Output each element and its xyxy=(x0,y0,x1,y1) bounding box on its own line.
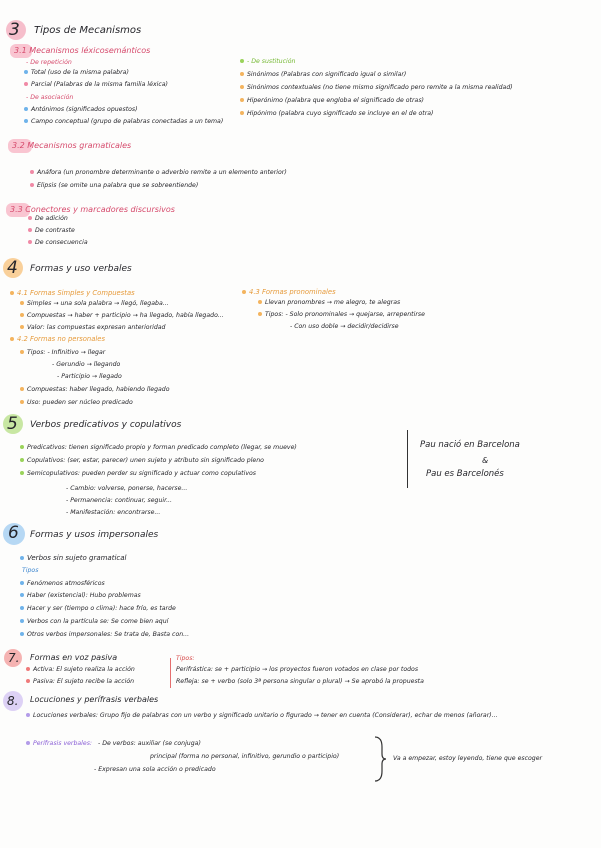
s8-per-1: principal (forma no personal, infinitivo, gerundio o participio) xyxy=(150,753,340,760)
s31-rep-0: Total (uso de la misma palabra) xyxy=(24,69,129,77)
s8-title: Locuciones y perífrasis verbales xyxy=(30,695,159,704)
s41-title: 4.1 Formas Simples y Compuestas xyxy=(10,289,135,297)
s5-sub-0: - Cambio: volverse, ponerse, hacerse... xyxy=(66,485,188,492)
num5: 5 xyxy=(7,414,18,434)
s7-tipos-1: Refleja: se + verbo (solo 3ª persona singular o plural) → Se aprobó la propuesta xyxy=(176,678,424,685)
s8-per-0: - De verbos: auxiliar (se conjuga) xyxy=(98,740,201,747)
s41-item-0: Simples → una sola palabra → llegó, llegaba... xyxy=(20,300,169,308)
s4-title: Formas y uso verbales xyxy=(30,264,132,274)
s42-sub-0: - Gerundio → llegando xyxy=(52,361,121,368)
num7: 7. xyxy=(8,651,20,665)
s8-per-title: Perífrasis verbales: xyxy=(26,740,92,748)
page-title: Tipos de Mecanismos xyxy=(34,25,142,36)
num4: 4 xyxy=(7,258,18,278)
s5-item-0: Predicativos: tienen significado propio y forman predicado completo (llegar, se mueve) xyxy=(20,444,297,452)
s31-sust-3: Hipónimo (palabra cuyo significado se incluye en el de otra) xyxy=(240,110,433,118)
s5-item-1: Copulativos: (ser, estar, parecer) unen sujeto y atributo sin significado pleno xyxy=(20,457,264,465)
s6-title: Formas y usos impersonales xyxy=(30,530,159,540)
s42-title: 4.2 Formas no personales xyxy=(10,335,105,343)
s31-sust-0: Sinónimos (Palabras con significado igual o similar) xyxy=(240,71,406,79)
s43-item-1: Tipos: - Solo pronominales → quejarse, arrepentirse xyxy=(258,311,425,319)
s31-sust-1: Sinónimos contextuales (no tiene mismo significado pero remite a la misma realidad) xyxy=(240,84,513,92)
s6-item-3: Verbos con la partícula se: Se come bien aquí xyxy=(20,618,168,626)
s7-title: Formas en voz pasiva xyxy=(30,653,118,662)
s31-sust-2: Hiperónimo (palabra que engloba el significado de otras) xyxy=(240,97,424,105)
s41-item-2: Valor: las compuestas expresan anterioridad xyxy=(20,324,166,332)
s6-item-0: Fenómenos atmosféricos xyxy=(20,580,105,588)
s5-divider xyxy=(407,430,408,488)
s33-item-1: De contraste xyxy=(28,227,75,235)
s8-per-2: - Expresan una sola acción o predicado xyxy=(94,766,216,773)
s6-lead: Verbos sin sujeto gramatical xyxy=(20,554,127,562)
s8-brace xyxy=(372,735,388,783)
s5-example-1: Pau nació en Barcelona xyxy=(420,440,520,450)
s5-example-amp: & xyxy=(482,456,489,465)
s33-title: 3.3 Conectores y marcadores discursivos xyxy=(10,205,175,214)
s31-sub-sust: - De sustitución xyxy=(240,58,295,66)
s43-title: 4.3 Formas pronominales xyxy=(242,288,336,296)
s42-more-1: Uso: pueden ser núcleo predicado xyxy=(20,399,133,407)
s32-title: 3.2 Mecanismos gramaticales xyxy=(12,141,132,150)
s42-more-0: Compuestas: haber llegado, habiendo llegado xyxy=(20,386,170,394)
s7-divider xyxy=(170,658,171,688)
s31-rep-1: Parcial (Palabras de la misma familia léxica) xyxy=(24,81,168,89)
s7-tipos-0: Perifrástica: se + participio → los proyectos fueron votados en clase por todos xyxy=(176,666,419,673)
s42-sub-1: - Participio → llegado xyxy=(57,373,122,380)
s5-sub-1: - Permanencia: continuar, seguir... xyxy=(66,497,172,504)
s7-item-1: Pasiva: El sujeto recibe la acción xyxy=(26,678,134,686)
s32-item-1: Elipsis (se omite una palabra que se sobreentiende) xyxy=(30,182,198,190)
s31-asoc-0: Antónimos (significados opuestos) xyxy=(24,106,138,114)
s43-item-0: Llevan pronombres → me alegro, te alegras xyxy=(258,299,400,307)
s7-tipos: Tipos: xyxy=(176,655,195,662)
s6-item-1: Haber (existencial): Hubo problemas xyxy=(20,592,141,600)
s5-sub-2: - Manifestación: encontrarse... xyxy=(66,509,161,516)
s43-item-2: - Con uso doble → decidir/decidirse xyxy=(290,323,399,330)
s6-item-2: Hacer y ser (tiempo o clima): hace frío, es tarde xyxy=(20,605,176,613)
s42-tipos: Tipos: - Infinitivo → llegar xyxy=(20,349,105,357)
num8: 8. xyxy=(7,694,19,708)
s33-item-2: De consecuencia xyxy=(28,239,88,247)
s5-title: Verbos predicativos y copulativos xyxy=(30,420,182,430)
s31-asoc-1: Campo conceptual (grupo de palabras conectadas a un tema) xyxy=(24,118,234,126)
s6-tipos: Tipos xyxy=(22,567,39,574)
s5-example-2: Pau es Barcelonés xyxy=(426,469,504,479)
s33-item-0: De adición xyxy=(28,215,68,223)
s6-item-4: Otros verbos impersonales: Se trata de, Basta con... xyxy=(20,631,189,639)
s7-item-0: Activa: El sujeto realiza la acción xyxy=(26,666,135,674)
s32-item-0: Anáfora (un pronombre determinante o adverbio remite a un elemento anterior) xyxy=(30,169,287,177)
s5-item-2: Semicopulativos: pueden perder su significado y actuar como copulativos xyxy=(20,470,256,478)
s31-sub-rep: - De repetición xyxy=(26,59,72,66)
s8-per-note: Va a empezar, estoy leyendo, tiene que escoger xyxy=(393,755,543,762)
s41-item-1: Compuestas → haber + participio → ha llegado, había llegado... xyxy=(20,312,224,320)
s31-title: 3.1 Mecanismos léxicosemánticos xyxy=(14,46,151,55)
num3: 3 xyxy=(9,20,20,40)
num6: 6 xyxy=(8,523,19,543)
s8-loc: Locuciones verbales: Grupo fijo de palabras con un verbo y significado unitario o figurado → tener en cuenta (Considerar), echar de menos (añorar)... xyxy=(26,712,596,720)
s31-sub-asoc: - De asociación xyxy=(26,94,74,101)
